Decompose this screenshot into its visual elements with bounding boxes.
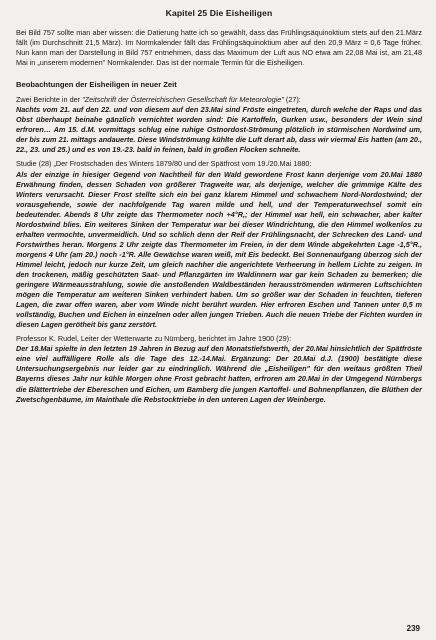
- intro-paragraph: Bei Bild 757 sollte man aber wissen: die Datierung hatte ich so gewählt, dass das Frühlingsäquinoktium stets auf den 21.März fällt (im Durchschnitt 21,5 März). Im Normkalender fällt das Frühlingsäquinoktium aber auf den 20,9 März = 0,6 Tage früher. Nun kann man der Darstellung in Bild 757 entnehmen, dass das Maximum der Luft aus NO etwa am 22,08 Mai ist, am 21,48 Mai in „unserem modernen" Normkalender. Das ist der normale Termin für die Eisheiligen.: [16, 28, 422, 68]
- source3-citation: Professor K. Rudel, Leiter der Wetterwarte zu Nürnberg, berichtet im Jahre 1900 (29):: [16, 334, 292, 344]
- section-heading: Beobachtungen der Eisheiligen in neuer Zeit: [16, 80, 177, 90]
- source2-citation: Studie (28) „Der Frostschaden des Winters 1879/80 und der Spätfrost vom 19./20.Mai 1880:: [16, 159, 312, 169]
- source1-journal: "Zeitschrift der Österreichischen Gesellschaft für Meteorologie": [82, 95, 284, 105]
- source3-quote: Der 18.Mai spielte in den letzten 19 Jahren in Bezug auf den Monatstiefstwerth, der 20.Mai hinsichtlich der Spätfröste eine viel auffälligere Rolle als die Tage des 12.-14.Mai. Ergänzung: Der 20.Mai d.J. (1900) bestätigte diese Untersuchungsergebnis nur leider gar zu eindringlich. Während die „Eisheiligen" für den weitaus größten Theil Bayerns dieses Jahr nur kühle Morgen ohne Frost gebracht hatten, erfroren am 20.Mai in der Umgegend Nürnbergs die Blättertriebe der Ebereschen und Eichen, um Bamberg die jungen Kartoffel- und Bohnenpflanzen, die Blüthen der Zwetschgenbäume, im Mainthale die Rebstocktriebe in den unteren Lagen der Weinberge.: [16, 344, 422, 404]
- source1-ref: (27):: [283, 95, 301, 105]
- source2-quote: Als der einzige in hiesiger Gegend von Nachtheil für den Wald gewordene Frost kann derjenige vom 20.Mai 1880 Erwähnung finden, dessen Schaden von größerer Tragweite war, als derjenige, welcher die grimmige Kälte des Winters verursacht. Dieser Frost stellte sich ein bei ganz klarem Himmel und schwachem Nord-Nordostwind; der vorausgehende, sowie der nachfolgende Tag waren milde und hell, und der Temperaturwechsel somit ein bedeutender. Abends 8 Uhr zeigte das Thermometer noch +4°R,; der Himmel war hell, ein schwacher, aber kalter Nordostwind blies. Ein weiteres Sinken der Temperatur war bei dieser Windrichtung, die den Himmel wolkenlos zu erhalten vermochte, unvermeidlich. Und so schlich denn der Reif der Frühlingsnacht, der Schrecken des Land- und Forstwirthes heran. Morgens 2 Uhr zeigte das Thermometer im Freien, in der dem Winde abgekehrten Lage -1,5°R., morgens 4 Uhr (am 20.) noch -1°R. Alle Gewächse waren weiß, mit Eis bedeckt. Bei Sonnenaufgang überzog sich der Himmel leicht, jedoch nur kurze Zeit, um gleich nachher die angerichtete Verheerung in hellem Lichte zu zeigen. In den trockenen, mäßig geschützten Saat- und Pflanzgärten im Waldinnern war gar kein Schaden zu bemerken; die geringere Wärmeausstrahlung, sowie die anstoßenden Waldbeständen herausströmenden wärmeren Luftschichten mögen die Temperatur am weiteren Sinken verhindert haben. Um so größer war der Schaden in feuchten, tieferen Lagen, die zwar offen waren, aber vom Winde nicht berührt wurden. Hier erfroren Eschen und Tannen unter 0,5 m vollständig, Buchen und Eichen in einzelnen oder allen jungen Trieben. Auch die neuen Triebe der Fichten wurden in diesen Lagen gerötheit bis ganz zerstört.: [16, 169, 422, 330]
- source1-lead: Zwei Berichte in der: [16, 95, 83, 105]
- source1-citation: [16, 95, 422, 105]
- page-title: Kapitel 25 Die Eisheiligen: [165, 8, 273, 18]
- source1-quote: Nachts vom 21. auf den 22. und von diesem auf den 23.Mai sind Fröste eingetreten, durch welche der Raps und das Obst überhaupt beinahe gänzlich vernichtet worden sind: Die Kartoffeln, Gurken usw., besonders der Wein sind erfroren… Am 15. d.M. vormittags schlug eine ruhige Ostnordost-Strömung plötzlich in stürmischen Nordwind um, der bis zum 21. mittags andauerte. Diese Windströmung kühlte die Luft derart ab, dass wir viermal Eis hatten (am 20., 22., 23. und 25.) und es von 19.-23. bald in feinen, bald in großen Flocken schneite.: [16, 105, 422, 155]
- page-number: 239: [406, 624, 420, 633]
